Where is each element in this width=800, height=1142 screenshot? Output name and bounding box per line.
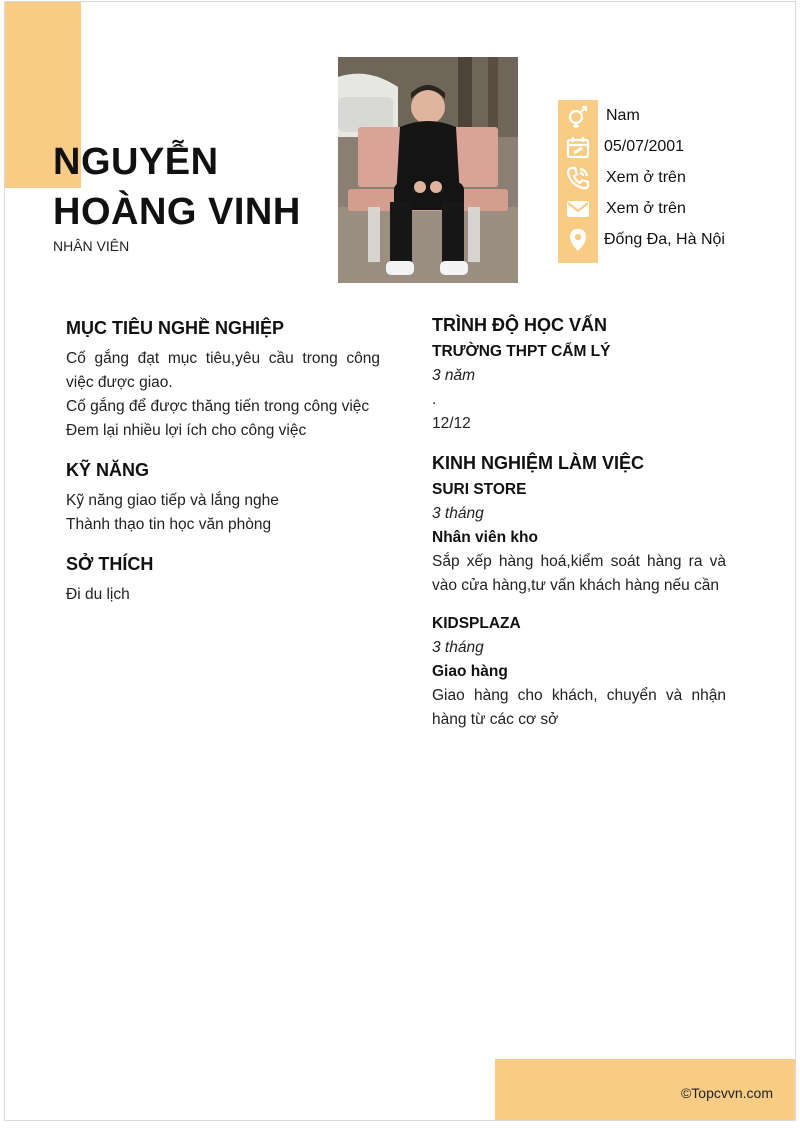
gender-icon	[558, 101, 598, 131]
section-experience	[432, 450, 726, 732]
career-objective-title: MỤC TIÊU NGHỀ NGHIỆP	[66, 318, 285, 338]
career-objective-line: Cố gắng để được thăng tiến trong công việc	[66, 398, 370, 415]
education-detail: 12/12	[432, 415, 471, 432]
career-objective-line: Đem lại nhiều lợi ích cho công việc	[66, 422, 307, 439]
section-hobbies	[66, 551, 380, 607]
contact-address	[558, 225, 725, 255]
birthday-value: 05/07/2001	[604, 138, 685, 155]
right-column	[432, 312, 726, 746]
job-entry	[432, 478, 726, 598]
gender-value: Nam	[606, 107, 640, 124]
job-description: Giao hàng cho khách, chuyển và nhận hàng từ các cơ sở	[432, 687, 726, 728]
contact-email	[558, 194, 686, 224]
job-role: Giao hàng	[432, 663, 508, 680]
career-objective-line: Cố gắng đạt mục tiêu,yêu cầu trong công việc được giao.	[66, 350, 380, 391]
school-name: TRƯỜNG THPT CẨM LÝ	[432, 343, 611, 360]
job-company: KIDSPLAZA	[432, 615, 521, 632]
job-duration: 3 tháng	[432, 639, 484, 656]
copyright-text: ©Topcvvn.com	[680, 1085, 773, 1101]
hobbies-title: SỞ THÍCH	[66, 554, 154, 574]
section-education	[432, 312, 726, 436]
phone-icon	[558, 163, 598, 193]
skill-line: Kỹ năng giao tiếp và lắng nghe	[66, 492, 279, 509]
skill-line: Thành thạo tin học văn phòng	[66, 516, 272, 533]
contact-gender	[558, 101, 640, 131]
left-column	[66, 315, 380, 621]
hobby-line: Đi du lịch	[66, 586, 130, 603]
education-major: .	[432, 391, 437, 408]
address-value: Đống Đa, Hà Nội	[604, 231, 725, 248]
candidate-name-line2: HOÀNG VINH	[53, 191, 301, 233]
cv-page	[4, 1, 796, 1121]
job-role: Nhân viên kho	[432, 529, 538, 546]
candidate-name-line1: NGUYỄN	[53, 141, 219, 183]
email-value: Xem ở trên	[606, 200, 686, 217]
contact-birthday	[558, 132, 684, 162]
profile-photo	[338, 57, 518, 283]
job-title: NHÂN VIÊN	[53, 238, 130, 254]
phone-value: Xem ở trên	[606, 169, 686, 186]
skills-title: KỸ NĂNG	[66, 460, 150, 480]
job-company: SURI STORE	[432, 481, 527, 498]
job-entry	[432, 612, 726, 732]
job-description: Sắp xếp hàng hoá,kiểm soát hàng ra và vào cửa hàng,tư vấn khách hàng nếu cần	[432, 553, 726, 594]
candidate-name	[53, 137, 301, 237]
education-title: TRÌNH ĐỘ HỌC VẤN	[432, 315, 607, 335]
location-pin-icon	[558, 225, 598, 255]
contact-phone	[558, 163, 686, 193]
job-duration: 3 tháng	[432, 505, 484, 522]
calendar-icon	[558, 132, 598, 162]
envelope-icon	[558, 194, 598, 224]
experience-title: KINH NGHIỆM LÀM VIỆC	[432, 453, 645, 473]
section-career-objective	[66, 315, 380, 443]
section-skills	[66, 457, 380, 537]
education-duration: 3 năm	[432, 367, 476, 384]
